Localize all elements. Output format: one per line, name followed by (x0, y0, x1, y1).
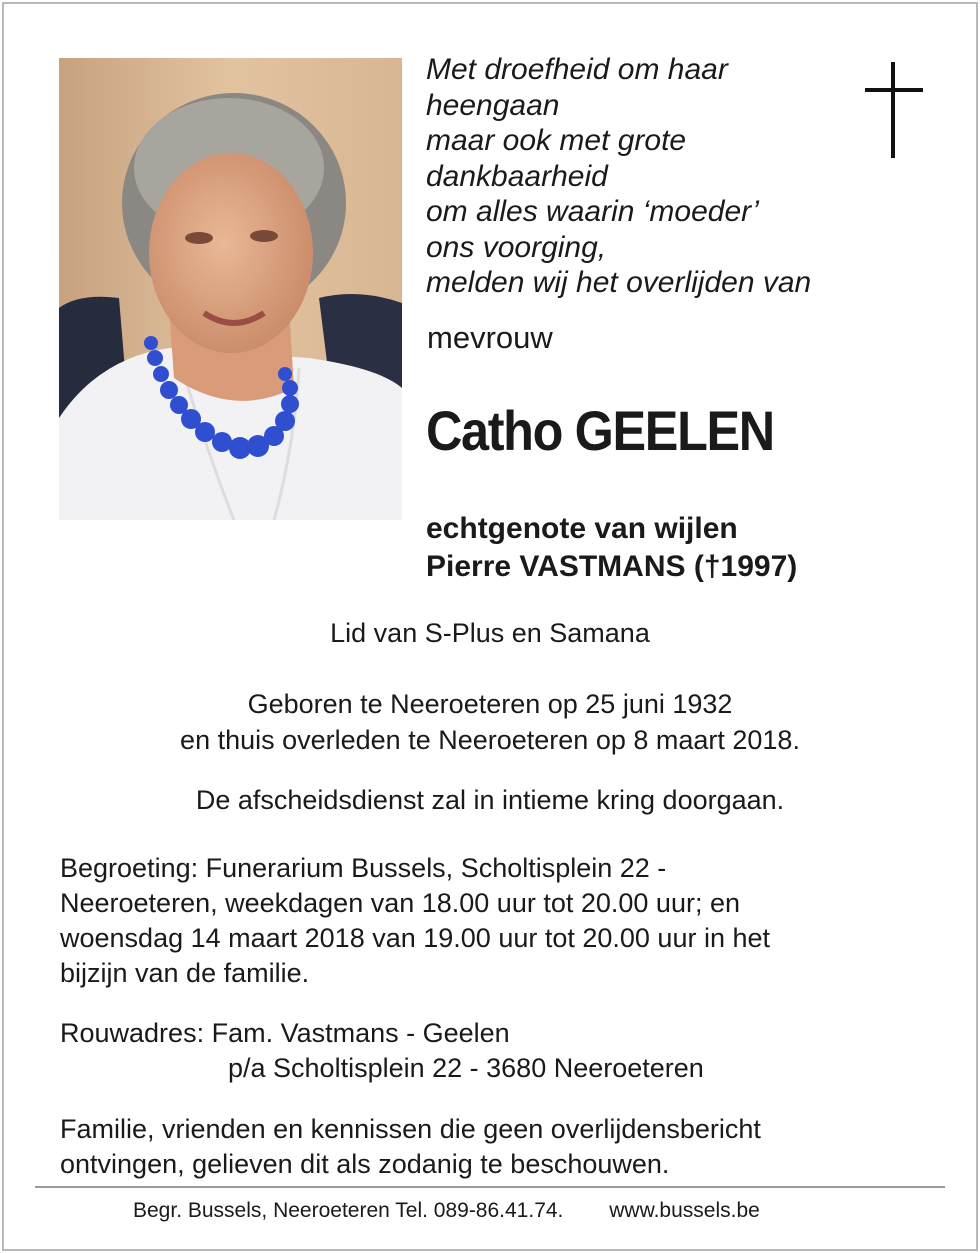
address-line: p/a Scholtisplein 22 - 3680 Neeroeteren (228, 1053, 704, 1083)
portrait-photo (59, 58, 402, 520)
address-line: Rouwadres: Fam. Vastmans - Geelen (60, 1018, 510, 1048)
poem-line: heengaan (426, 88, 560, 122)
ceremony-note (30, 782, 950, 818)
funeral-home-contact: Begr. Bussels, Neeroeteren Tel. 089-86.41.74. (133, 1199, 564, 1222)
deceased-name: Catho GEELEN (426, 399, 774, 462)
greeting-line: Neeroeteren, weekdagen van 18.00 uur tot 20.00 uur; en (60, 888, 740, 918)
poem-line: maar ook met grote (426, 124, 687, 157)
poem-line: melden wij het overlijden van (426, 266, 812, 299)
closing-note (60, 1112, 930, 1182)
life-dates (30, 686, 950, 758)
mourning-address (60, 1016, 930, 1086)
spouse-info (426, 510, 797, 586)
greeting-line: woensdag 14 maart 2018 van 19.00 uur tot 20.00 uur in het (60, 923, 771, 953)
poem-line: dankbaarheid (426, 159, 608, 193)
greeting-line: Begroeting: Funerarium Bussels, Scholtisplein 22 - (60, 853, 667, 883)
birth-line: Geboren te Neeroeteren op 25 juni 1932 (247, 689, 733, 719)
website-link[interactable]: www.bussels.be (609, 1199, 760, 1222)
footer-divider (35, 1186, 945, 1188)
closing-line: Familie, vrienden en kennissen die geen overlijdensbericht (60, 1114, 761, 1144)
visitation-info (60, 851, 930, 991)
death-line: en thuis overleden te Neeroeteren op 8 maart 2018. (180, 725, 800, 755)
membership-text: Lid van S-Plus en Samana (330, 618, 650, 648)
poem-line: ons voorging, (426, 230, 607, 264)
closing-line: ontvingen, gelieven dit als zodanig te beschouwen. (60, 1149, 670, 1179)
honorific: mevrouw (427, 320, 553, 355)
greeting-line: bijzijn van de familie. (60, 958, 310, 988)
ceremony-text: De afscheidsdienst zal in intieme kring doorgaan. (195, 785, 785, 815)
spouse-line: Pierre VASTMANS (†1997) (426, 550, 798, 583)
poem-line: Met droefheid om haar (426, 53, 728, 86)
opening-poem (426, 52, 856, 301)
membership (30, 615, 950, 651)
poem-line: om alles waarin ‘moeder’ (426, 195, 759, 228)
cross-icon (865, 62, 923, 158)
spouse-line: echtgenote van wijlen (426, 512, 738, 545)
footer (133, 1199, 760, 1223)
